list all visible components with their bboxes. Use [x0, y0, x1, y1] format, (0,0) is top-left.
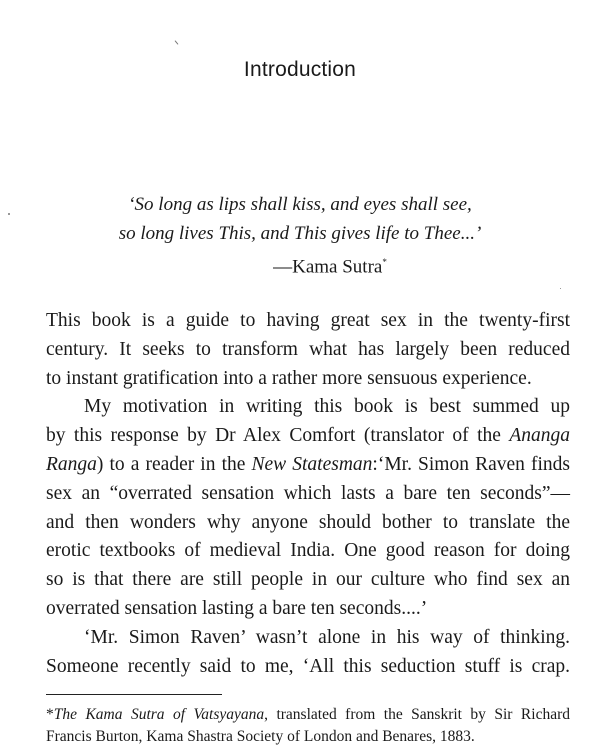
footnote-divider: [46, 694, 222, 695]
scan-speck: [560, 288, 561, 289]
text-line: This book is a guide to having great sex in the twenty-first: [46, 310, 570, 331]
book-title-ananga: Ananga: [509, 425, 570, 447]
epigraph: [0, 190, 600, 281]
text-line: and then wonders why anyone should bother to translate the: [46, 511, 570, 533]
epigraph-line-1: ‘So long as lips shall kiss, and eyes shall see,: [128, 194, 472, 215]
epigraph-source-text: —Kama Sutra: [273, 256, 383, 278]
footnote-text: , translated from the Sanskrit by Sir Richard: [264, 706, 570, 723]
text-line: My motivation in writing this book is best summed up: [84, 396, 570, 418]
text-run: :‘Mr. Simon Raven finds: [372, 453, 570, 475]
body-text: [46, 307, 570, 681]
epigraph-line-2: so long lives This, and This gives life to Thee...’: [118, 223, 482, 244]
text-line: Someone recently said to me, ‘All this seduction stuff is crap.: [46, 655, 570, 677]
text-line: so is that there are still people in our culture who find sex an: [46, 569, 570, 591]
footnote-line-1: [46, 704, 570, 726]
text-line: erotic textbooks of medieval India. One good reason for doing: [46, 540, 570, 562]
text-line: [46, 422, 570, 451]
paragraph-2: [46, 393, 570, 623]
page-title: Introduction: [243, 58, 357, 81]
text-line: century. It seeks to transform what has largely been reduced: [46, 338, 570, 360]
paragraph-3: [46, 624, 570, 682]
footnote-line-2: Francis Burton, Kama Shastra Society of London and Benares, 1883.: [46, 728, 475, 745]
epigraph-source: [0, 248, 600, 281]
text-line: ‘Mr. Simon Raven’ wasn’t alone in his way of thinking.: [84, 626, 570, 648]
footnote-mark: *: [46, 706, 54, 723]
text-run: by this response by Dr Alex Comfort (translator of the: [46, 425, 510, 447]
scan-speck: [8, 213, 10, 215]
scan-speck: [175, 40, 179, 44]
text-line: overrated sensation lasting a bare ten seconds....’: [46, 597, 428, 619]
text-line: sex an “overrated sensation which lasts a bare ten seconds”—: [46, 482, 570, 504]
paragraph-1: [46, 307, 570, 393]
text-run: ) to a reader in the: [96, 453, 252, 475]
text-line: [46, 451, 570, 480]
publication-new-statesman: New Statesman: [251, 453, 373, 475]
epigraph-footnote-mark: *: [382, 257, 387, 267]
book-title-ranga: Ranga: [46, 453, 97, 475]
text-line: to instant gratification into a rather more sensuous experience.: [46, 367, 532, 389]
footnote-book-title: The Kama Sutra of Vatsyayana: [53, 706, 265, 723]
footnote: [46, 704, 570, 748]
